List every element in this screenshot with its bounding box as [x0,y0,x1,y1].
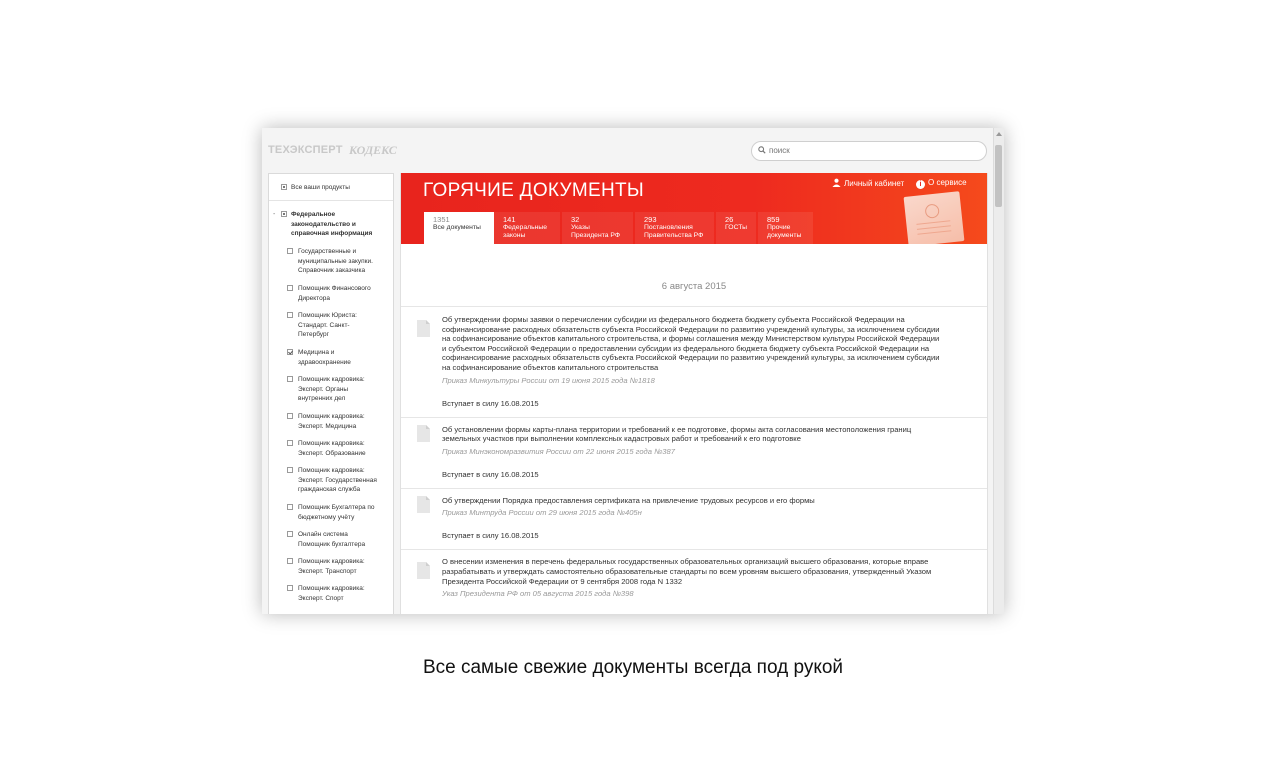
date-divider [401,306,987,307]
product-checkbox[interactable] [287,585,293,591]
tab-label: Все документы [433,224,481,231]
document-effective-date: Вступает в силу 16.08.2015 [442,531,539,541]
product-label [298,247,373,276]
tab-document-category[interactable] [635,212,714,244]
main-content [400,173,988,614]
product-label [298,530,365,549]
document-source: Приказ Минкультуры России от 19 июня 2015 года №1818 [442,375,655,385]
product-label-line: Помощник кадровика: [298,376,365,383]
document-title-line: Об установлении формы карты-плана территории и требований к ее подготовке, формы акта согласования местоположения границ [442,424,912,434]
tab-count: 141 [503,215,516,224]
document-title-line: Об утверждении Порядка предоставления сертификата на привлечение трудовых ресурсов и его формы [442,495,815,505]
about-service-label: О сервисе [928,178,967,187]
document-title[interactable] [442,425,974,444]
document-file-icon [417,425,430,442]
page-title: ГОРЯЧИЕ ДОКУМЕНТЫ [423,180,644,201]
document-file-icon [417,562,430,579]
product-label-line: Помощник кадровика: [298,558,365,565]
product-checkbox[interactable] [287,312,293,318]
product-label-line: Помощник Бухгалтера по [298,504,375,511]
document-title-line: софинансирование расходных обязательств субъекта Российской Федерации по развитию учреждений культуры, за исключением субсидии [442,324,940,334]
product-label-line: Петербург [298,331,329,338]
product-label [298,348,351,367]
date-heading: 6 августа 2015 [661,281,727,292]
tab-document-category[interactable] [424,212,494,244]
product-label-line: Федеральное [291,211,336,218]
product-label-line: Медицина и [298,349,335,356]
product-label-line: справочная информация [291,230,373,237]
product-label-line: бюджетному учёту [298,513,355,521]
product-label [298,503,375,522]
document-file-icon [417,496,430,513]
product-checkbox[interactable] [281,211,287,217]
product-label-line: Справочник заказчика [298,267,366,274]
product-label-line: Эксперт. Медицина [298,422,357,430]
tab-count: 293 [644,215,657,224]
document-divider [401,549,987,550]
document-source: Указ Президента РФ от 05 августа 2015 года №398 [442,589,634,599]
document-title-line: софинансирование расходных обязательств субъекта Российской Федерации по развитию учреждений культуры, за исключением субсидии [442,353,940,363]
product-checkbox[interactable] [287,248,293,254]
product-label-line: гражданская служба [298,486,361,493]
product-label-line: Помощник Финансового [298,285,371,292]
product-checkbox[interactable] [287,376,293,382]
product-label-line: Помощник кадровика: [298,585,365,592]
product-label-line: муниципальные закупки. [298,257,373,265]
about-service-link[interactable] [916,178,967,189]
tab-label: документы [767,231,802,239]
personal-cabinet-label: Личный кабинет [844,179,905,188]
top-bar [262,128,994,173]
document-title-line: на софинансирование объектов капитального строительства [442,362,659,372]
document-title-line: на софинансирование объектов капитального строительства, и формы соглашения между Министерством культуры Российской Федерации [442,334,940,344]
techexpert-logo[interactable]: ТЕХЭКСПЕРТ [268,144,343,156]
product-checkbox[interactable] [287,504,293,510]
product-label [298,412,365,431]
product-label-line: Помощник бухгалтера [298,540,366,548]
vertical-scrollbar[interactable] [993,128,1004,614]
tab-count: 1351 [433,215,450,224]
document-effective-date: Вступает в силу 16.08.2015 [442,398,539,408]
product-label-line: Помощник кадровика: [298,440,365,447]
product-label [298,375,365,404]
product-label [298,439,366,458]
product-label-line: Стандарт. Санкт- [298,321,350,329]
scroll-thumb[interactable] [995,145,1002,207]
document-title[interactable] [442,496,974,506]
app-window [262,128,1004,614]
product-checkbox[interactable] [287,440,293,446]
product-label [291,210,372,239]
hot-documents-banner [401,173,987,244]
search-box[interactable] [751,141,987,161]
document-divider [401,417,987,418]
search-icon [758,146,766,154]
product-label-line: законодательство и [291,220,356,228]
document-title-line: Президента Российской Федерации от 9 сентября 2008 года N 1332 [442,576,683,586]
product-label [298,284,371,303]
product-label [298,466,377,495]
user-icon [832,178,841,187]
sidebar-divider [269,200,393,201]
document-file-icon [417,320,430,337]
tab-document-category[interactable] [494,212,560,244]
document-title-line: земельных участков при выполнении комплексных кадастровых работ и требований к его подготовке [442,434,801,444]
product-sidebar [268,173,394,614]
product-label [298,584,365,603]
tab-label: Указы [571,224,590,231]
product-checkbox[interactable] [287,558,293,564]
product-label-line: Онлайн система [298,531,348,538]
all-products-label: Все ваши продукты [291,184,350,191]
kodeks-logo[interactable]: КОДЕКС [349,143,397,157]
document-title-line: О внесении изменения в перечень федеральных государственных образовательных организаций высшего образования, которые вправе [442,557,929,567]
product-label-line: Директора [298,294,330,302]
tab-label: Президента РФ [571,231,621,239]
tab-label: ГОСТы [725,224,748,231]
tab-count: 859 [767,215,780,224]
product-label [298,311,357,340]
product-label-line: здравоохранение [298,358,351,366]
document-title-line: и субъектом Российской Федерации о предоставлении субсидии из федерального бюджета бюджету субъекта Российской Федерации на [442,343,930,353]
product-checkbox[interactable] [287,349,293,355]
tab-label: Правительства РФ [644,231,704,239]
product-label [298,557,365,576]
product-label-line: Эксперт. Транспорт [298,567,357,575]
tab-document-category[interactable] [758,212,813,244]
product-label-line: внутренних дел [298,395,346,402]
tab-label: Прочие [767,224,791,231]
product-checkbox[interactable] [287,531,293,537]
document-effective-date: Вступает в силу 16.08.2015 [442,469,539,479]
product-label-line: Помощник Юриста: [298,312,357,319]
product-checkbox[interactable] [287,285,293,291]
document-source: Приказ Минтруда России от 29 июня 2015 года №405н [442,508,642,518]
document-title[interactable] [442,315,974,373]
document-divider [401,488,987,489]
product-label-line: Государственные и [298,248,357,255]
product-label-line: Помощник кадровика: [298,413,365,420]
personal-cabinet-link[interactable] [832,178,904,188]
tab-document-category[interactable] [562,212,633,244]
product-label-line: Эксперт. Спорт [298,594,344,602]
scroll-up-arrow-icon[interactable] [996,132,1002,136]
tab-document-category[interactable] [716,212,756,244]
document-title-line: Об утверждении формы заявки о перечислении субсидии из федерального бюджета бюджету субъекта Российской Федерации на [442,315,905,324]
all-products-checkbox[interactable] [281,184,287,190]
tab-label: Постановления [644,224,693,231]
caption-text: Все самые свежие документы всегда под рукой [422,657,844,678]
product-label-line: Эксперт. Органы [298,385,349,393]
document-title-line: разрабатывать и утверждать самостоятельно образовательные стандарты по всем уровням высшего образования, утвержденный Указом [442,566,932,576]
info-icon: i [916,180,925,189]
tab-count: 26 [725,215,734,224]
tab-label: Федеральные [503,224,548,231]
collapse-toggle[interactable]: - [273,211,276,218]
document-source: Приказ Минэкономразвития России от 22 июня 2015 года №387 [442,446,675,456]
product-checkbox[interactable] [287,467,293,473]
product-label-line: Эксперт. Образование [298,449,366,457]
tab-label: законы [503,231,526,239]
product-label-line: Эксперт. Государственная [298,476,377,484]
product-checkbox[interactable] [287,413,293,419]
document-title[interactable] [442,557,974,586]
product-label-line: Помощник кадровика: [298,467,365,474]
tab-count: 32 [571,215,580,224]
document-illustration [904,191,965,244]
search-input[interactable] [769,143,969,158]
